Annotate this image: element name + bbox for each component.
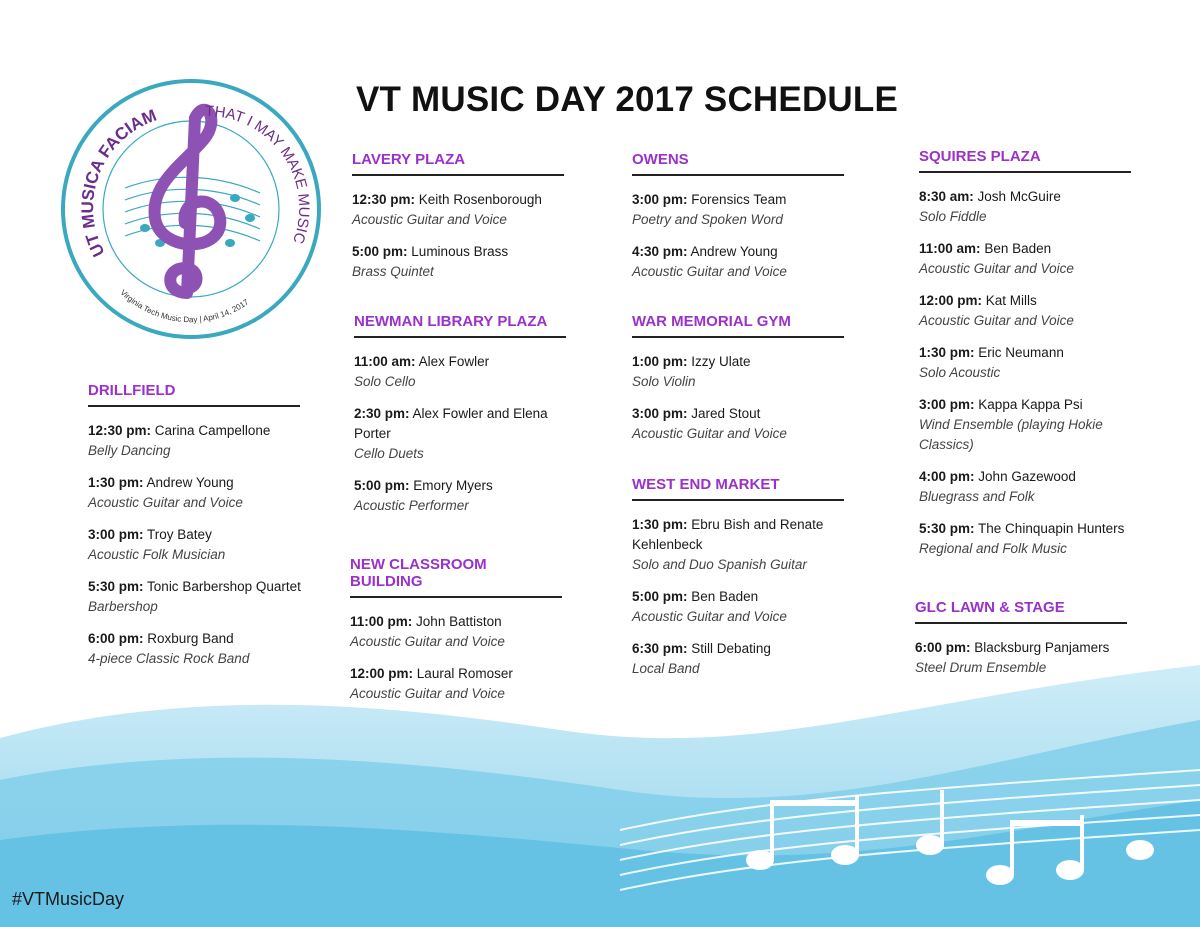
entry-performer-line <box>632 587 846 607</box>
entry-performer-line <box>632 352 846 372</box>
entry-time: 11:00 am: <box>354 354 416 369</box>
entry-genre: Acoustic Guitar and Voice <box>919 313 1074 328</box>
section-heading: NEWMAN LIBRARY PLAZA <box>354 313 566 338</box>
entry-time: 6:00 pm: <box>88 631 144 646</box>
entry-genre: Wind Ensemble (playing Hokie Classics) <box>919 417 1103 452</box>
entry-time: 1:30 pm: <box>919 345 975 360</box>
entry-performer: Alex Fowler <box>418 354 490 369</box>
entry-genre: Belly Dancing <box>88 443 171 458</box>
logo-text-bottom: Virginia Tech Music Day | April 14, 2017 <box>118 287 251 325</box>
entry-performer-line <box>88 473 302 493</box>
schedule-entry <box>632 190 846 230</box>
schedule-entry <box>88 577 302 617</box>
entry-performer: Kappa Kappa Psi <box>978 397 1083 412</box>
entry-genre: 4-piece Classic Rock Band <box>88 651 250 666</box>
schedule-entry <box>88 629 302 669</box>
entry-time: 4:30 pm: <box>632 244 688 259</box>
entry-performer: Eric Neumann <box>978 345 1064 360</box>
entry-performer: Josh McGuire <box>977 189 1061 204</box>
hashtag: #VTMusicDay <box>12 889 125 909</box>
entry-performer: Roxburg Band <box>147 631 234 646</box>
entry-genre: Solo and Duo Spanish Guitar <box>632 557 807 572</box>
schedule-entry <box>919 291 1133 331</box>
logo-text-left: UT MUSICA FACIAM <box>78 105 160 260</box>
entry-performer: John Battiston <box>416 614 502 629</box>
music-day-logo <box>55 78 327 340</box>
entry-time: 5:30 pm: <box>919 521 975 536</box>
entry-time: 5:30 pm: <box>88 579 144 594</box>
entry-performer: Tonic Barbershop Quartet <box>147 579 301 594</box>
entry-time: 1:00 pm: <box>632 354 688 369</box>
entry-genre: Acoustic Guitar and Voice <box>919 261 1074 276</box>
entry-time: 2:30 pm: <box>354 406 410 421</box>
schedule-entry <box>350 664 564 704</box>
section-warmemorial <box>632 313 846 456</box>
entry-time: 12:00 pm: <box>919 293 983 308</box>
entry-performer-line <box>88 629 302 649</box>
entry-performer-line <box>919 395 1133 415</box>
page-title: VT MUSIC DAY 2017 SCHEDULE <box>356 80 899 119</box>
entry-performer-line <box>632 190 846 210</box>
entry-performer-line <box>632 515 846 555</box>
entry-genre: Solo Fiddle <box>919 209 987 224</box>
entry-performer: Alex Fowler and Elena Porter <box>354 406 548 441</box>
entry-time: 3:00 pm: <box>632 406 688 421</box>
entry-performer: John Gazewood <box>978 469 1076 484</box>
entry-performer: Andrew Young <box>690 244 778 259</box>
schedule-entry <box>88 473 302 513</box>
entry-time: 12:30 pm: <box>352 192 416 207</box>
entry-genre: Acoustic Guitar and Voice <box>632 609 787 624</box>
entry-performer: Andrew Young <box>146 475 234 490</box>
section-newman <box>354 313 568 528</box>
entry-performer: Ben Baden <box>691 589 759 604</box>
entry-time: 8:30 am: <box>919 189 974 204</box>
entry-genre: Regional and Folk Music <box>919 541 1067 556</box>
entry-performer-line <box>919 467 1133 487</box>
entry-performer-line <box>88 525 302 545</box>
schedule-entry <box>632 515 846 575</box>
entry-performer-line <box>632 242 846 262</box>
entry-performer: The Chinquapin Hunters <box>978 521 1125 536</box>
entry-genre: Barbershop <box>88 599 158 614</box>
entry-time: 5:00 pm: <box>632 589 688 604</box>
entry-performer: Emory Myers <box>413 478 493 493</box>
entry-time: 11:00 am: <box>919 241 981 256</box>
schedule-entry <box>919 187 1133 227</box>
entry-genre: Solo Acoustic <box>919 365 1001 380</box>
entry-time: 6:30 pm: <box>632 641 688 656</box>
logo-text-right: THAT I MAY MAKE MUSIC <box>204 102 313 246</box>
schedule-entry <box>350 612 564 652</box>
entry-genre: Solo Cello <box>354 374 416 389</box>
entry-performer-line <box>919 187 1133 207</box>
entry-time: 1:30 pm: <box>88 475 144 490</box>
entry-performer: Jared Stout <box>691 406 761 421</box>
section-classroom <box>350 556 564 716</box>
entry-genre: Acoustic Folk Musician <box>88 547 226 562</box>
entry-time: 5:00 pm: <box>354 478 410 493</box>
section-heading: OWENS <box>632 151 844 176</box>
entry-time: 3:00 pm: <box>88 527 144 542</box>
schedule-entry <box>632 639 846 679</box>
entry-genre: Local Band <box>632 661 700 676</box>
section-heading: LAVERY PLAZA <box>352 151 564 176</box>
entry-performer-line <box>354 476 568 496</box>
entry-genre: Cello Duets <box>354 446 424 461</box>
schedule-entry <box>632 587 846 627</box>
section-owens <box>632 151 846 294</box>
schedule-entry <box>632 404 846 444</box>
entry-time: 6:00 pm: <box>915 640 971 655</box>
schedule-entry <box>352 242 566 282</box>
entry-performer-line <box>352 190 566 210</box>
entry-time: 5:00 pm: <box>352 244 408 259</box>
entry-performer: Ebru Bish and Renate Kehlenbeck <box>632 517 824 552</box>
entry-performer-line <box>915 638 1129 658</box>
schedule-entry <box>919 467 1133 507</box>
schedule-entry <box>88 421 302 461</box>
schedule-entry <box>354 404 568 464</box>
entry-performer-line <box>352 242 566 262</box>
entry-performer-line <box>919 519 1133 539</box>
entry-genre: Poetry and Spoken Word <box>632 212 783 227</box>
schedule-entry <box>919 395 1133 455</box>
entry-performer-line <box>354 404 568 444</box>
entry-time: 12:00 pm: <box>350 666 414 681</box>
section-squires <box>919 148 1133 571</box>
section-westend <box>632 476 846 691</box>
schedule-entry <box>632 242 846 282</box>
entry-genre: Acoustic Guitar and Voice <box>350 686 505 701</box>
entry-genre: Acoustic Guitar and Voice <box>352 212 507 227</box>
schedule-entry <box>919 239 1133 279</box>
schedule-entry <box>354 352 568 392</box>
section-heading: DRILLFIELD <box>88 382 300 407</box>
entry-performer-line <box>350 664 564 684</box>
schedule-entry <box>632 352 846 392</box>
entry-performer: Carina Campellone <box>154 423 271 438</box>
entry-genre: Acoustic Guitar and Voice <box>88 495 243 510</box>
entry-performer: Forensics Team <box>691 192 787 207</box>
entry-performer: Troy Batey <box>147 527 212 542</box>
schedule-entry <box>919 343 1133 383</box>
entry-genre: Solo Violin <box>632 374 696 389</box>
section-heading: GLC LAWN & STAGE <box>915 599 1127 624</box>
entry-time: 12:30 pm: <box>88 423 152 438</box>
entry-genre: Brass Quintet <box>352 264 434 279</box>
entry-performer-line <box>88 577 302 597</box>
entry-performer: Kat Mills <box>985 293 1037 308</box>
schedule-entry <box>915 638 1129 678</box>
entry-performer: Keith Rosenborough <box>418 192 542 207</box>
entry-performer: Laural Romoser <box>416 666 513 681</box>
section-heading: SQUIRES PLAZA <box>919 148 1131 173</box>
entry-performer-line <box>919 343 1133 363</box>
entry-time: 4:00 pm: <box>919 469 975 484</box>
entry-performer-line <box>632 639 846 659</box>
section-heading: WAR MEMORIAL GYM <box>632 313 844 338</box>
section-lavery <box>352 151 566 294</box>
entry-performer-line <box>632 404 846 424</box>
entry-performer-line <box>919 239 1133 259</box>
section-heading: WEST END MARKET <box>632 476 844 501</box>
entry-genre: Acoustic Guitar and Voice <box>350 634 505 649</box>
entry-genre: Steel Drum Ensemble <box>915 660 1047 675</box>
entry-time: 1:30 pm: <box>632 517 688 532</box>
entry-performer: Luminous Brass <box>411 244 509 259</box>
entry-time: 3:00 pm: <box>919 397 975 412</box>
entry-time: 11:00 pm: <box>350 614 413 629</box>
entry-performer: Still Debating <box>691 641 771 656</box>
entry-performer-line <box>88 421 302 441</box>
section-drillfield <box>88 382 302 681</box>
entry-performer-line <box>919 291 1133 311</box>
entry-performer: Blacksburg Panjamers <box>974 640 1110 655</box>
schedule-entry <box>354 476 568 516</box>
section-heading: NEW CLASSROOM BUILDING <box>350 556 562 598</box>
entry-time: 3:00 pm: <box>632 192 688 207</box>
schedule-entry <box>88 525 302 565</box>
schedule-entry <box>919 519 1133 559</box>
entry-performer-line <box>354 352 568 372</box>
entry-genre: Bluegrass and Folk <box>919 489 1035 504</box>
entry-genre: Acoustic Performer <box>354 498 469 513</box>
entry-performer: Ben Baden <box>984 241 1052 256</box>
section-glc <box>915 599 1129 690</box>
entry-performer: Izzy Ulate <box>691 354 751 369</box>
entry-genre: Acoustic Guitar and Voice <box>632 264 787 279</box>
entry-genre: Acoustic Guitar and Voice <box>632 426 787 441</box>
schedule-entry <box>352 190 566 230</box>
entry-performer-line <box>350 612 564 632</box>
